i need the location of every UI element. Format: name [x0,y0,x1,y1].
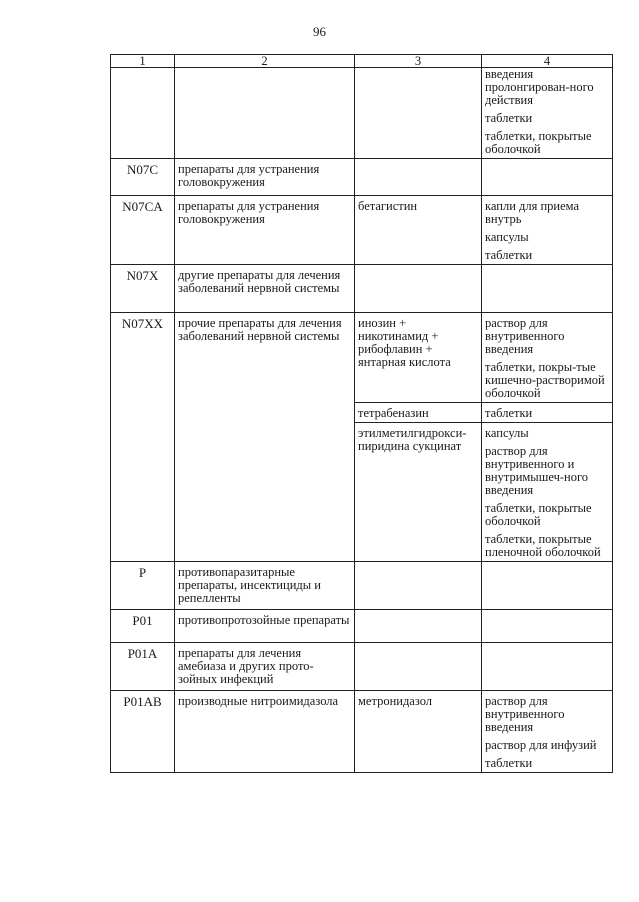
table-row [111,196,613,265]
group-name: препараты для устранения головокружения [175,196,355,265]
dosage-forms [482,423,613,562]
dosage-form: таблетки, покрытые оболочкой [485,129,592,156]
substance: этилметилгидрокси-пиридина сукцинат [355,423,482,562]
dosage-forms [482,610,613,643]
dosage-forms [482,313,613,403]
substance: тетрабеназин [355,403,482,423]
substance: бетагистин [355,196,482,265]
drug-classification-table [110,54,613,773]
substance: инозин + никотинамид + рибофлавин + янтарная кислота [355,313,482,403]
atc-code: N07C [111,159,175,196]
group-name: препараты для устранения головокружения [175,159,355,196]
substance [355,159,482,196]
atc-code: N07CA [111,196,175,265]
table-row [111,265,613,313]
group-name: препараты для лечения амебиаза и других прото-зойных инфекций [175,643,355,691]
header-row [111,55,613,68]
dosage-forms [482,691,613,773]
dosage-form: введения пролонгирован-ного действия [485,67,594,107]
dosage-form: таблетки [485,248,533,262]
dosage-forms [482,403,613,423]
atc-code: N07XX [111,313,175,562]
substance [355,610,482,643]
atc-code [111,68,175,159]
atc-code: P01A [111,643,175,691]
dosage-form: таблетки [485,111,533,125]
dosage-form: раствор для инфузий [485,738,597,752]
dosage-forms [482,196,613,265]
dosage-form: таблетки, покры-тые кишечно-растворимой оболочкой [485,360,605,400]
table-row [111,610,613,643]
table-row [111,313,613,403]
dosage-forms [482,68,613,159]
dosage-form: раствор для внутривенного введения [485,316,565,356]
group-name: производные нитроимидазола [175,691,355,773]
dosage-form: капсулы [485,230,529,244]
column-header-1: 1 [111,55,175,68]
dosage-form: раствор для внутривенного и внутримышеч-ного введения [485,444,589,497]
dosage-form: капли для приема внутрь [485,199,580,226]
dosage-forms [482,562,613,610]
substance [355,643,482,691]
group-name: прочие препараты для лечения заболеваний нервной системы [175,313,355,562]
substance: метронидазол [355,691,482,773]
atc-code: P01 [111,610,175,643]
substance [355,265,482,313]
dosage-form: таблетки [485,756,533,770]
dosage-forms [482,643,613,691]
table-row [111,68,613,159]
dosage-form: капсулы [485,426,529,440]
dosage-form: таблетки [485,406,533,420]
page-number: 96 [313,24,326,39]
column-header-4: 4 [482,55,613,68]
dosage-form: таблетки, покрытые оболочкой [485,501,592,528]
dosage-form: таблетки, покрытые пленочной оболочкой [485,532,601,559]
table-row [111,643,613,691]
atc-code: P01AB [111,691,175,773]
group-name: другие препараты для лечения заболеваний нервной системы [175,265,355,313]
group-name: противопаразитарные препараты, инсектициды и репелленты [175,562,355,610]
dosage-forms [482,265,613,313]
atc-code: P [111,562,175,610]
group-name [175,68,355,159]
substance [355,562,482,610]
table-row [111,691,613,773]
substance [355,68,482,159]
dosage-forms [482,159,613,196]
atc-code: N07X [111,265,175,313]
table-row [111,562,613,610]
group-name: противопротозойные препараты [175,610,355,643]
column-header-2: 2 [175,55,355,68]
dosage-form: раствор для внутривенного введения [485,694,565,734]
column-header-3: 3 [355,55,482,68]
table-row [111,159,613,196]
